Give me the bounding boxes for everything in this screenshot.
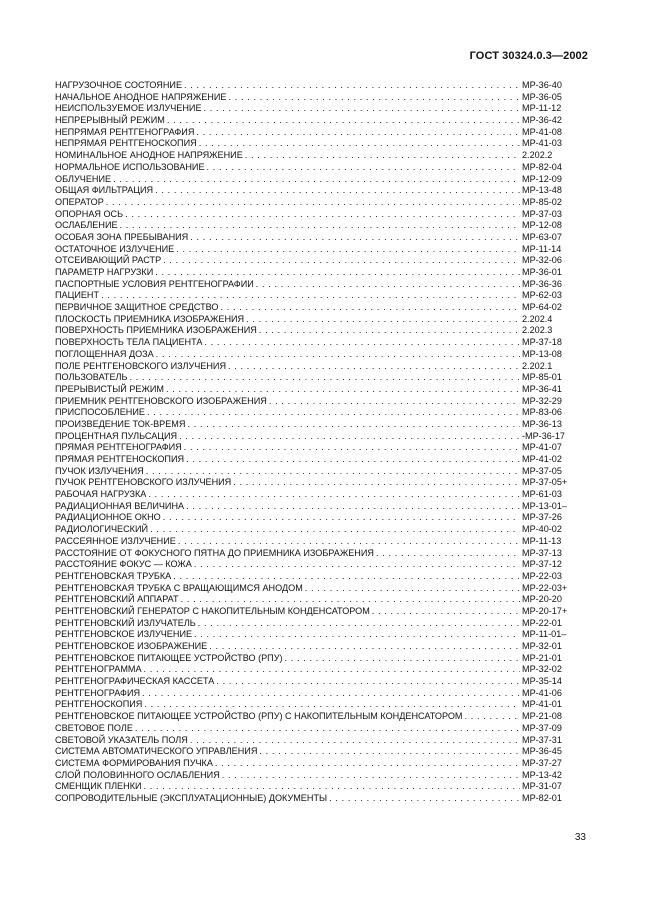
index-entry — [55, 781, 576, 793]
leader-dots — [259, 746, 520, 758]
entry-term: ПУЧОК РЕНТГЕНОВСКОГО ИЗЛУЧЕНИЯ — [55, 477, 232, 488]
index-entry — [55, 454, 576, 466]
index-entry — [55, 664, 576, 676]
entry-term: РЕНТГЕНОВСКАЯ ТРУБКА — [55, 570, 172, 581]
leader-dots — [181, 594, 520, 606]
index-entry — [55, 103, 576, 115]
leader-dots — [144, 664, 520, 676]
entry-reference: МР-36-42 — [522, 115, 562, 126]
leader-dots — [256, 279, 520, 291]
index-entry — [55, 232, 576, 244]
entry-term: РЕНТГЕНОГРАММА — [55, 664, 142, 675]
index-entry — [55, 606, 576, 618]
entry-term: СЛОЙ ПОЛОВИННОГО ОСЛАБЛЕНИЯ — [55, 769, 220, 780]
entry-reference: МР-85-02 — [522, 196, 562, 207]
entry-reference: МР-62-03 — [522, 290, 562, 301]
leader-dots — [204, 103, 520, 115]
index-entry — [55, 548, 576, 560]
entry-reference: МР-83-06 — [522, 407, 562, 418]
entry-reference: 2.202.3 — [522, 325, 553, 336]
entry-term: ПОВЕРХНОСТЬ ТЕЛА ПАЦИЕНТА — [55, 337, 203, 348]
index-entry — [55, 290, 576, 302]
leader-dots — [216, 676, 520, 688]
index-entry — [55, 524, 576, 536]
entry-reference: МР-37-27 — [522, 757, 562, 768]
index-entry — [55, 349, 576, 361]
entry-reference: МР-32-01 — [522, 641, 562, 651]
entry-term: ПОЛЕ РЕНТГЕНОВСКОГО ИЗЛУЧЕНИЯ — [55, 360, 227, 371]
index-entry — [55, 337, 576, 349]
entry-term: НЕПРЕРЫВНЫЙ РЕЖИМ — [55, 115, 165, 126]
entry-term: ПРОЦЕНТНАЯ ПУЛЬСАЦИЯ — [55, 430, 178, 441]
entry-reference: МР-41-07 — [522, 442, 562, 453]
entry-reference: 2.202.4 — [522, 313, 553, 324]
leader-dots — [113, 174, 520, 186]
leader-dots — [190, 735, 520, 747]
leader-dots — [173, 571, 520, 583]
leader-dots — [147, 407, 520, 419]
leader-dots — [178, 536, 520, 548]
leader-dots — [142, 688, 520, 700]
entry-reference: МР-13-08 — [522, 348, 562, 359]
index-entry — [55, 735, 576, 747]
leader-dots — [163, 512, 520, 524]
leader-dots — [144, 699, 520, 711]
leader-dots — [194, 629, 520, 641]
leader-dots — [464, 711, 520, 723]
entry-reference: МР-61-03 — [522, 489, 562, 500]
entry-term: ПЛОСКОСТЬ ПРИЕМНИКА ИЗОБРАЖЕНИЯ — [55, 313, 245, 324]
entry-term: ОБЩАЯ ФИЛЬТРАЦИЯ — [55, 185, 154, 196]
entry-reference: МР-36-05 — [522, 91, 562, 102]
leader-dots — [209, 641, 520, 653]
leader-dots — [186, 454, 520, 466]
entry-reference: МР-20-20 — [522, 594, 562, 605]
entry-term: СОПРОВОДИТЕЛЬНЫЕ (ЭКСПЛУАТАЦИОННЫЕ) ДОКУМЕНТЫ — [55, 792, 328, 803]
leader-dots — [329, 793, 520, 805]
leader-dots — [156, 349, 520, 361]
index-entry — [55, 279, 576, 291]
entry-reference: МР-21-01 — [522, 652, 562, 663]
entry-reference: МР-36-01 — [522, 267, 562, 277]
index-entry — [55, 197, 576, 209]
entry-reference: МР-37-09 — [522, 722, 562, 733]
index-entry — [55, 571, 576, 583]
entry-reference: МР-85-01 — [522, 372, 562, 383]
leader-dots — [269, 396, 520, 408]
index-entry — [55, 325, 576, 337]
entry-term: ОСТАТОЧНОЕ ИЗЛУЧЕНИЕ — [55, 243, 175, 254]
entry-term: СМЕНЩИК ПЛЕНКИ — [55, 781, 142, 792]
leader-dots — [196, 127, 520, 139]
entry-term: РЕНТГЕНОСКОПИЯ — [55, 699, 143, 710]
leader-dots — [246, 314, 520, 326]
entry-term: РАБОЧАЯ НАГРУЗКА — [55, 489, 147, 500]
index-entry — [55, 174, 576, 186]
index-entry — [55, 618, 576, 630]
entry-reference: 2.202.2 — [522, 150, 553, 161]
entry-term: РАССТОЯНИЕ ФОКУС — КОЖА — [55, 559, 192, 570]
entry-reference: МР-36-36 — [522, 278, 562, 289]
leader-dots — [222, 770, 520, 782]
index-entry — [55, 314, 576, 326]
entry-reference: МР-82-04 — [522, 161, 562, 172]
entry-reference: МР-41-01 — [522, 699, 562, 710]
entry-reference: МР-36-45 — [522, 746, 562, 757]
entry-reference: МР-13-01– — [522, 500, 567, 511]
entry-term: ПОВЕРХНОСТЬ ПРИЕМНИКА ИЗОБРАЖЕНИЯ — [55, 325, 257, 336]
leader-dots — [194, 559, 520, 571]
leader-dots — [125, 209, 520, 221]
entry-term: ПРИСПОСОБЛЕНИЕ — [55, 407, 145, 418]
index-entry — [55, 419, 576, 431]
entry-term: СИСТЕМА ФОРМИРОВАНИЯ ПУЧКА — [55, 757, 213, 768]
entry-reference: МР-13-42 — [522, 769, 562, 780]
term-index — [55, 80, 576, 805]
entry-term: ОТСЕИВАЮЩИЙ РАСТР — [55, 255, 162, 266]
entry-term: ПАЦИЕНТ — [55, 290, 100, 301]
index-entry — [55, 92, 576, 104]
index-entry — [55, 302, 576, 314]
leader-dots — [101, 290, 520, 302]
leader-dots — [166, 384, 520, 396]
entry-term: ОПОРНАЯ ОСЬ — [55, 208, 124, 219]
leader-dots — [305, 583, 520, 595]
entry-term: ПАСПОРТНЫЕ УСЛОВИЯ РЕНТГЕНОГРАФИИ — [55, 278, 254, 289]
entry-term: РАДИАЦИОННОЕ ОКНО — [55, 512, 161, 523]
entry-reference: МР-21-08 — [522, 711, 562, 722]
index-entry — [55, 267, 576, 279]
leader-dots — [144, 781, 520, 793]
index-entry — [55, 711, 576, 723]
entry-reference: МР-41-06 — [522, 687, 562, 698]
entry-reference: МР-40-02 — [522, 524, 562, 535]
index-entry — [55, 629, 576, 641]
leader-dots — [207, 162, 520, 174]
leader-dots — [245, 150, 520, 162]
entry-term: ПРЕРЫВИСТЫЙ РЕЖИМ — [55, 383, 164, 394]
leader-dots — [179, 431, 520, 443]
entry-reference: МР-82-01 — [522, 792, 562, 803]
entry-reference: МР-37-05 — [522, 465, 562, 476]
leader-dots — [285, 653, 520, 665]
entry-reference: МР-11-01– — [522, 629, 567, 640]
entry-reference: МР-11-12 — [522, 103, 562, 114]
index-entry — [55, 723, 576, 735]
leader-dots — [148, 489, 520, 501]
index-entry — [55, 407, 576, 419]
index-entry — [55, 244, 576, 256]
index-entry — [55, 699, 576, 711]
entry-term: РЕНТГЕНОВСКИЙ ИЗЛУЧАТЕЛЬ — [55, 617, 196, 628]
entry-reference: МР-12-08 — [522, 220, 562, 231]
entry-reference: МР-41-03 — [522, 138, 562, 149]
index-entry — [55, 676, 576, 688]
leader-dots — [120, 220, 520, 232]
entry-term: РЕНТГЕНОГРАФИЯ — [55, 687, 141, 698]
entry-reference: МР-11-13 — [522, 535, 562, 546]
leader-dots — [199, 138, 520, 150]
index-entry — [55, 396, 576, 408]
leader-dots — [129, 372, 520, 384]
entry-term: ОСЛАБЛЕНИЕ — [55, 220, 118, 231]
index-entry — [55, 384, 576, 396]
entry-term: ПЕРВИЧНОЕ ЗАЩИТНОЕ СРЕДСТВО — [55, 302, 219, 313]
index-entry — [55, 770, 576, 782]
index-entry — [55, 746, 576, 758]
entry-reference: МР-36-40 — [522, 80, 562, 90]
entry-term: ПОЛЬЗОВАТЕЛЬ — [55, 372, 128, 383]
entry-reference: МР-37-05+ — [522, 477, 568, 488]
leader-dots — [204, 337, 520, 349]
entry-reference: МР-31-07 — [522, 781, 562, 792]
index-entry — [55, 138, 576, 150]
entry-term: ПРЯМАЯ РЕНТГЕНОСКОПИЯ — [55, 454, 185, 464]
index-entry — [55, 150, 576, 162]
leader-dots — [220, 302, 520, 314]
index-entry — [55, 162, 576, 174]
entry-term: СВЕТОВОЕ ПОЛЕ — [55, 722, 133, 733]
entry-term: РЕНТГЕНОВСКОЕ ИЗОБРАЖЕНИЕ — [55, 641, 208, 651]
entry-term: ОПЕРАТОР — [55, 196, 104, 207]
leader-dots — [215, 758, 520, 770]
document-header: ГОСТ 30324.0.3—2002 — [469, 50, 588, 62]
entry-term: НАГРУЗОЧНОЕ СОСТОЯНИЕ — [55, 80, 183, 90]
leader-dots — [184, 80, 520, 92]
index-entry — [55, 501, 576, 513]
entry-term: РЕНТГЕНОВСКИЙ АППАРАТ — [55, 594, 179, 605]
index-entry — [55, 489, 576, 501]
leader-dots — [198, 618, 520, 630]
entry-term: РАДИАЦИОННАЯ ВЕЛИЧИНА — [55, 500, 185, 511]
index-entry — [55, 80, 576, 92]
leader-dots — [150, 524, 520, 536]
leader-dots — [376, 548, 520, 560]
entry-term: РАССТОЯНИЕ ОТ ФОКУСНОГО ПЯТНА ДО ПРИЕМНИКА ИЗОБРАЖЕНИЯ — [55, 547, 374, 558]
leader-dots — [176, 244, 520, 256]
entry-reference: 2.202.1 — [522, 360, 553, 371]
entry-term: ПРИЕМНИК РЕНТГЕНОВСКОГО ИЗОБРАЖЕНИЯ — [55, 395, 267, 406]
entry-term: ПАРАМЕТР НАГРУЗКИ — [55, 267, 154, 277]
index-entry — [55, 361, 576, 373]
index-entry — [55, 255, 576, 267]
entry-term: СВЕТОВОЙ УКАЗАТЕЛЬ ПОЛЯ — [55, 734, 188, 745]
entry-reference: МР-64-02 — [522, 302, 562, 313]
index-entry — [55, 512, 576, 524]
leader-dots — [233, 477, 520, 489]
index-entry — [55, 758, 576, 770]
entry-reference: -МР-36-17 — [522, 430, 565, 441]
leader-dots — [146, 466, 520, 478]
entry-reference: МР-22-01 — [522, 617, 562, 628]
index-entry — [55, 793, 576, 805]
entry-term: ОБЛУЧЕНИЕ — [55, 173, 112, 184]
entry-reference: МР-12-09 — [522, 173, 562, 184]
entry-reference: МР-35-14 — [522, 676, 562, 687]
leader-dots — [184, 442, 520, 454]
index-entry — [55, 477, 576, 489]
entry-reference: МР-20-17+ — [522, 605, 568, 616]
entry-reference: МР-22-03+ — [522, 582, 568, 593]
index-entry — [55, 641, 576, 653]
entry-term: ПОГЛОЩЕННАЯ ДОЗА — [55, 348, 154, 359]
leader-dots — [259, 325, 520, 337]
entry-reference: МР-32-06 — [522, 255, 562, 266]
entry-reference: МР-32-02 — [522, 664, 562, 675]
leader-dots — [186, 501, 520, 513]
entry-term: РЕНТГЕНОВСКИЙ ГЕНЕРАТОР С НАКОПИТЕЛЬНЫМ КОНДЕНСАТОРОМ — [55, 605, 370, 616]
entry-term: РАДИОЛОГИЧЕСКИЙ — [55, 524, 149, 535]
entry-reference: МР-32-29 — [522, 395, 562, 406]
index-entry — [55, 653, 576, 665]
entry-reference: МР-36-13 — [522, 418, 562, 429]
entry-term: РЕНТГЕНОГРАФИЧЕСКАЯ КАССЕТА — [55, 676, 215, 687]
leader-dots — [135, 723, 520, 735]
leader-dots — [163, 255, 520, 267]
entry-term: РЕНТГЕНОВСКОЕ ПИТАЮЩЕЕ УСТРОЙСТВО (РПУ) — [55, 652, 283, 663]
entry-reference: МР-13-48 — [522, 185, 562, 196]
entry-term: ОСОБАЯ ЗОНА ПРЕБЫВАНИЯ — [55, 231, 189, 242]
entry-term: НЕИСПОЛЬЗУЕМОЕ ИЗЛУЧЕНИЕ — [55, 103, 202, 114]
entry-term: НОМИНАЛЬНОЕ АНОДНОЕ НАПРЯЖЕНИЕ — [55, 150, 243, 161]
entry-reference: МР-22-03 — [522, 570, 562, 581]
index-entry — [55, 536, 576, 548]
page-number: 33 — [574, 832, 586, 843]
entry-reference: МР-37-13 — [522, 547, 562, 558]
entry-reference: МР-63-07 — [522, 231, 562, 242]
leader-dots — [228, 92, 520, 104]
entry-term: РЕНТГЕНОВСКОЕ ИЗЛУЧЕНИЕ — [55, 629, 193, 640]
index-entry — [55, 220, 576, 232]
index-entry — [55, 466, 576, 478]
entry-reference: МР-37-03 — [522, 208, 562, 219]
index-entry — [55, 185, 576, 197]
entry-term: ПРОИЗВЕДЕНИЕ ТОК-ВРЕМЯ — [55, 418, 186, 429]
entry-reference: МР-37-31 — [522, 734, 562, 745]
index-entry — [55, 583, 576, 595]
index-entry — [55, 594, 576, 606]
entry-term: НОРМАЛЬНОЕ ИСПОЛЬЗОВАНИЕ — [55, 161, 205, 172]
entry-reference: МР-37-12 — [522, 559, 562, 570]
leader-dots — [167, 115, 520, 127]
leader-dots — [187, 419, 520, 431]
index-entry — [55, 127, 576, 139]
entry-term: РЕНТГЕНОВСКАЯ ТРУБКА С ВРАЩАЮЩИМСЯ АНОДОМ — [55, 582, 303, 593]
entry-term: СИСТЕМА АВТОМАТИЧЕСКОГО УПРАВЛЕНИЯ — [55, 746, 258, 757]
entry-reference: МР-11-14 — [522, 243, 562, 254]
index-entry — [55, 442, 576, 454]
index-entry — [55, 431, 576, 443]
entry-reference: МР-41-02 — [522, 454, 562, 464]
entry-reference: МР-37-18 — [522, 337, 562, 348]
leader-dots — [106, 197, 520, 209]
index-entry — [55, 115, 576, 127]
entry-reference: МР-36-41 — [522, 383, 562, 394]
entry-term: РАССЕЯННОЕ ИЗЛУЧЕНИЕ — [55, 535, 176, 546]
entry-term: НЕПРЯМАЯ РЕНТГЕНОГРАФИЯ — [55, 126, 195, 137]
index-entry — [55, 209, 576, 221]
entry-term: ПРЯМАЯ РЕНТГЕНОГРАФИЯ — [55, 442, 182, 453]
leader-dots — [228, 361, 520, 373]
entry-term: ПУЧОК ИЗЛУЧЕНИЯ — [55, 465, 144, 476]
entry-term: РЕНТГЕНОВСКОЕ ПИТАЮЩЕЕ УСТРОЙСТВО (РПУ) С НАКОПИТЕЛЬНЫМ КОНДЕНСАТОРОМ — [55, 711, 463, 722]
index-entry — [55, 559, 576, 571]
entry-reference: МР-37-26 — [522, 512, 562, 523]
index-entry — [55, 688, 576, 700]
leader-dots — [190, 232, 520, 244]
entry-term: НЕПРЯМАЯ РЕНТГЕНОСКОПИЯ — [55, 138, 197, 149]
leader-dots — [155, 267, 520, 279]
index-entry — [55, 372, 576, 384]
leader-dots — [155, 185, 520, 197]
entry-term: НАЧАЛЬНОЕ АНОДНОЕ НАПРЯЖЕНИЕ — [55, 91, 227, 102]
leader-dots — [372, 606, 520, 618]
entry-reference: МР-41-08 — [522, 126, 562, 137]
